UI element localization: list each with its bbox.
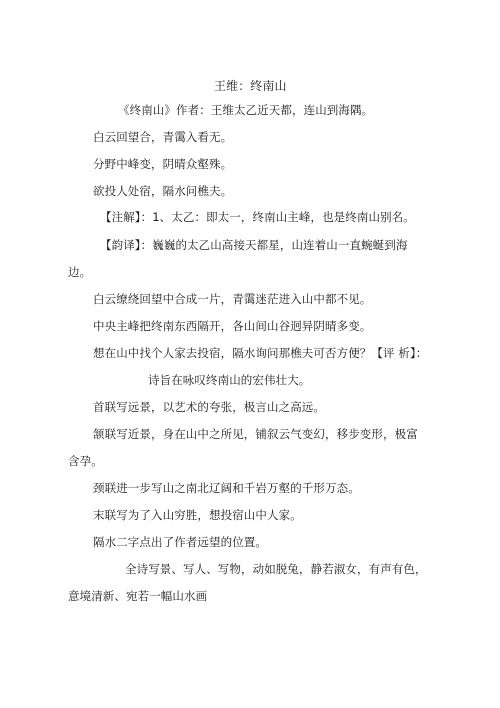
text-line: 隔水二字点出了作者远望的位置。 [93, 535, 267, 549]
text-line: 诗旨在咏叹终南山的宏伟壮大。 [148, 373, 311, 387]
text-line: 意境清新、宛若一幅山水画 [68, 589, 208, 603]
text-line: 中央主峰把终南东西隔开，各山间山谷迥异阴晴多变。 [93, 319, 372, 333]
poem-title: 王维：终南山 [214, 79, 287, 93]
text-line: 《终南山》作者：王维太乙近天都，连山到海隅。 [118, 103, 374, 117]
text-line: 含孕。 [68, 454, 103, 468]
text-line: 末联写为了入山穷胜，想投宿山中人家。 [93, 508, 302, 522]
text-line: 【注解】：1、太乙：即太一，终南山主峰，也是终南山别名。 [100, 210, 415, 224]
text-line: 分野中峰变，阴晴众壑殊。 [93, 157, 233, 171]
text-line: 【韵译】：巍巍的太乙山高接天都星，山连着山一直蜿蜒到海 [100, 238, 408, 252]
text-line: 颔联写近景，身在山中之所见，铺叙云气变幻，移步变形，极富 [93, 427, 418, 441]
text-line: 全诗写景、写人、写物，动如脱兔，静若淑女，有声有色， [125, 562, 427, 576]
text-line: 欲投人处宿，隔水问樵夫。 [93, 184, 233, 198]
text-line: 边。 [68, 265, 92, 279]
text-line: 白云回望合，青霭入看无。 [93, 130, 233, 144]
text-line: 想在山中找个人家去投宿，隔水询问那樵夫可否方便？【评 析】： [93, 346, 428, 360]
text-line: 白云缭绕回望中合成一片，青霭迷茫进入山中都不见。 [93, 292, 372, 306]
text-line: 颈联进一步写山之南北辽阔和千岩万壑的千形万态。 [93, 481, 360, 495]
text-line: 首联写远景，以艺术的夸张，极言山之高远。 [93, 400, 325, 414]
